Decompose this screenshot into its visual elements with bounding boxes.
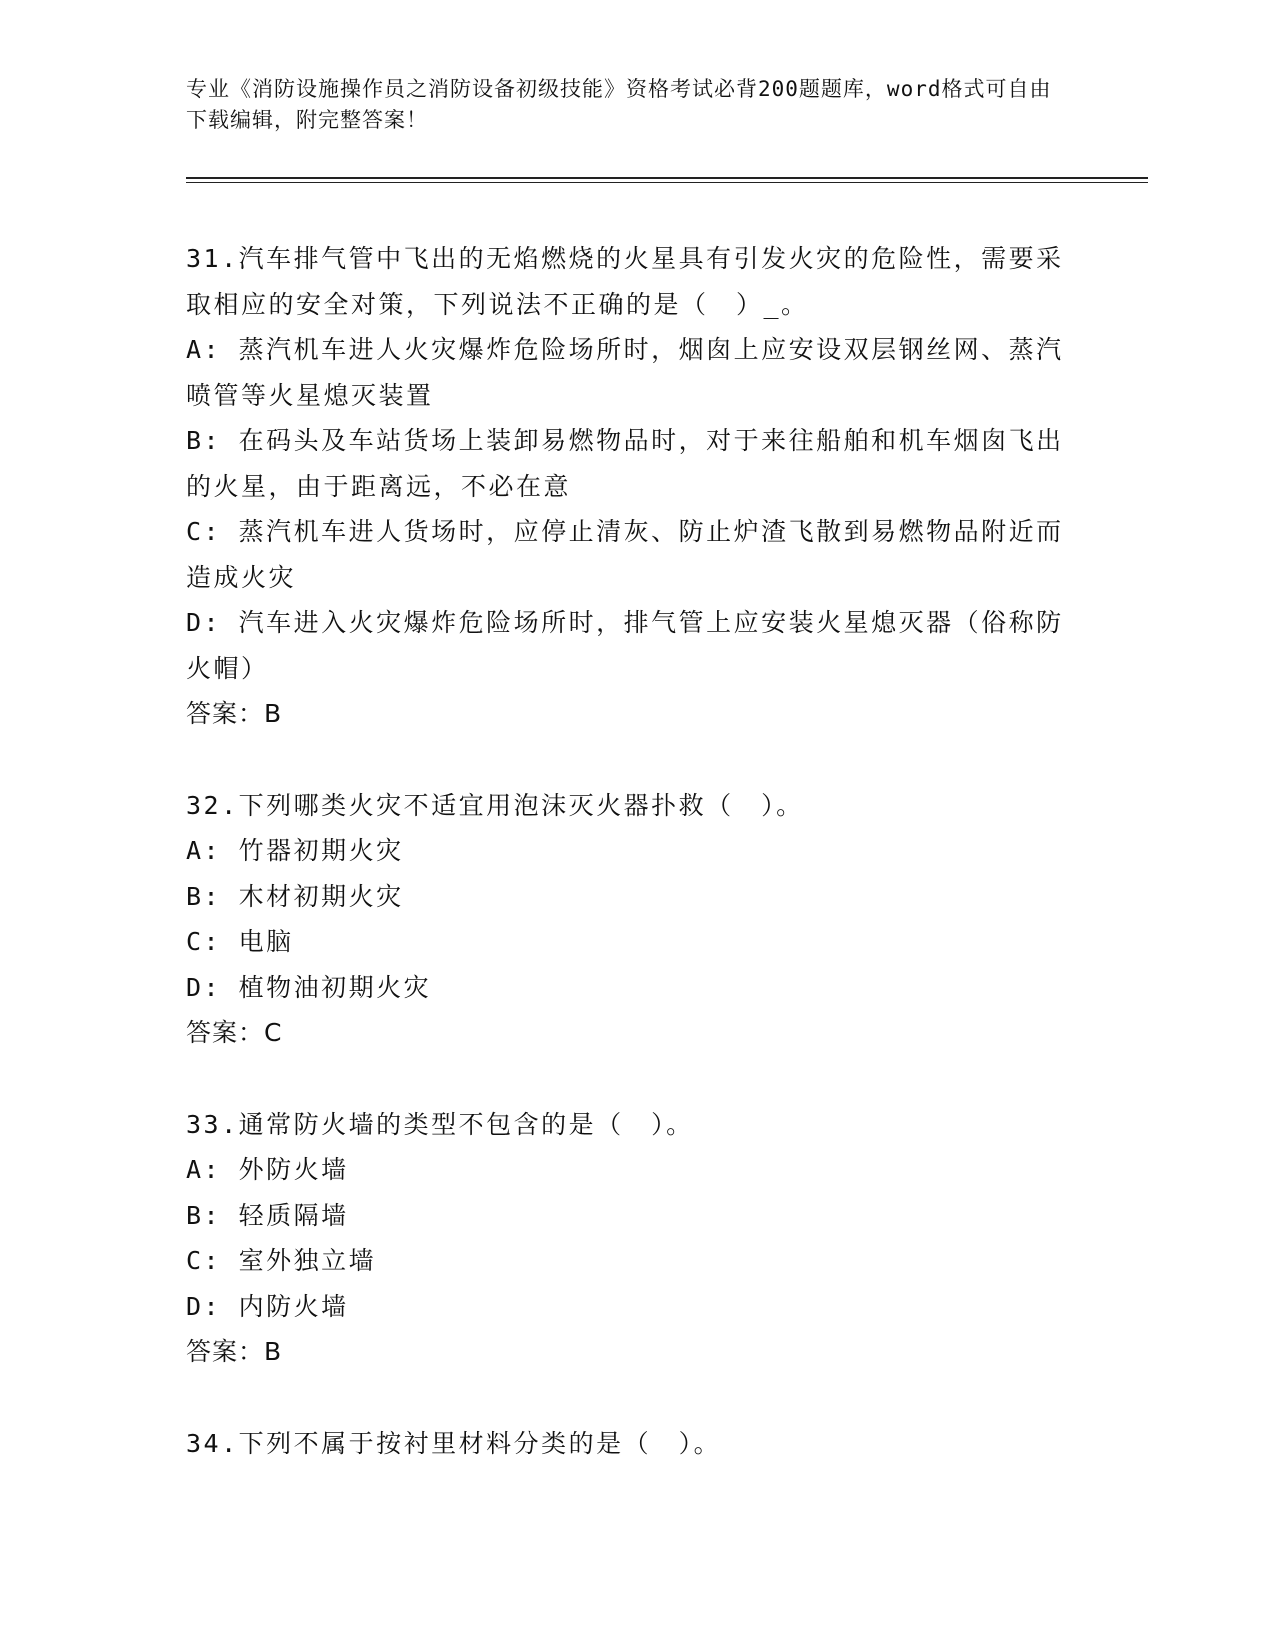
option-c: C: 蒸汽机车进人货场时，应停止清灰、防止炉渣飞散到易燃物品附近而造成火灾 xyxy=(186,517,1064,592)
question-list xyxy=(186,236,1086,1512)
option-a: A: 蒸汽机车进人火灾爆炸危险场所时，烟囱上应安设双层钢丝网、蒸汽喷管等火星熄灭装置 xyxy=(186,335,1064,410)
header-title: 专业《消防设施操作员之消防设备初级技能》资格考试必背200题题库，word格式可自由下载编辑，附完整答案！ xyxy=(186,77,1052,132)
header-divider-thin xyxy=(186,182,1148,183)
option-d: D: 植物油初期火灾 xyxy=(186,972,432,1002)
answer-label: 答案：B xyxy=(186,699,283,728)
document-header xyxy=(186,74,1066,136)
question-stem: 33.通常防火墙的类型不包含的是（ ）。 xyxy=(186,1109,694,1139)
option-b: B: 木材初期火灾 xyxy=(186,881,404,911)
question-stem: 31.汽车排气管中飞出的无焰燃烧的火星具有引发火灾的危险性，需要采取相应的安全对策，下列说法不正确的是（ ）_。 xyxy=(186,244,1064,319)
option-b: B: 在码头及车站货场上装卸易燃物品时，对于来往船舶和机车烟囱飞出的火星，由于距离远，不必在意 xyxy=(186,426,1064,501)
option-d: D: 汽车进入火灾爆炸危险场所时，排气管上应安装火星熄灭器（俗称防火帽） xyxy=(186,608,1064,683)
option-a: A: 竹器初期火灾 xyxy=(186,836,404,865)
question-31 xyxy=(186,236,1086,737)
option-c: C: 电脑 xyxy=(186,927,294,956)
question-stem: 32.下列哪类火灾不适宜用泡沫灭火器扑救（ ）。 xyxy=(186,790,804,820)
option-b: B: 轻质隔墙 xyxy=(186,1200,349,1230)
question-33 xyxy=(186,1102,1086,1375)
answer-label: 答案：B xyxy=(186,1337,283,1366)
option-c: C: 室外独立墙 xyxy=(186,1246,377,1275)
question-34 xyxy=(186,1421,1086,1467)
option-d: D: 内防火墙 xyxy=(186,1291,349,1321)
header-divider xyxy=(186,177,1148,179)
question-32 xyxy=(186,783,1086,1056)
answer-label: 答案：C xyxy=(186,1018,283,1047)
option-a: A: 外防火墙 xyxy=(186,1155,349,1184)
question-stem: 34.下列不属于按衬里材料分类的是（ ）。 xyxy=(186,1428,722,1458)
